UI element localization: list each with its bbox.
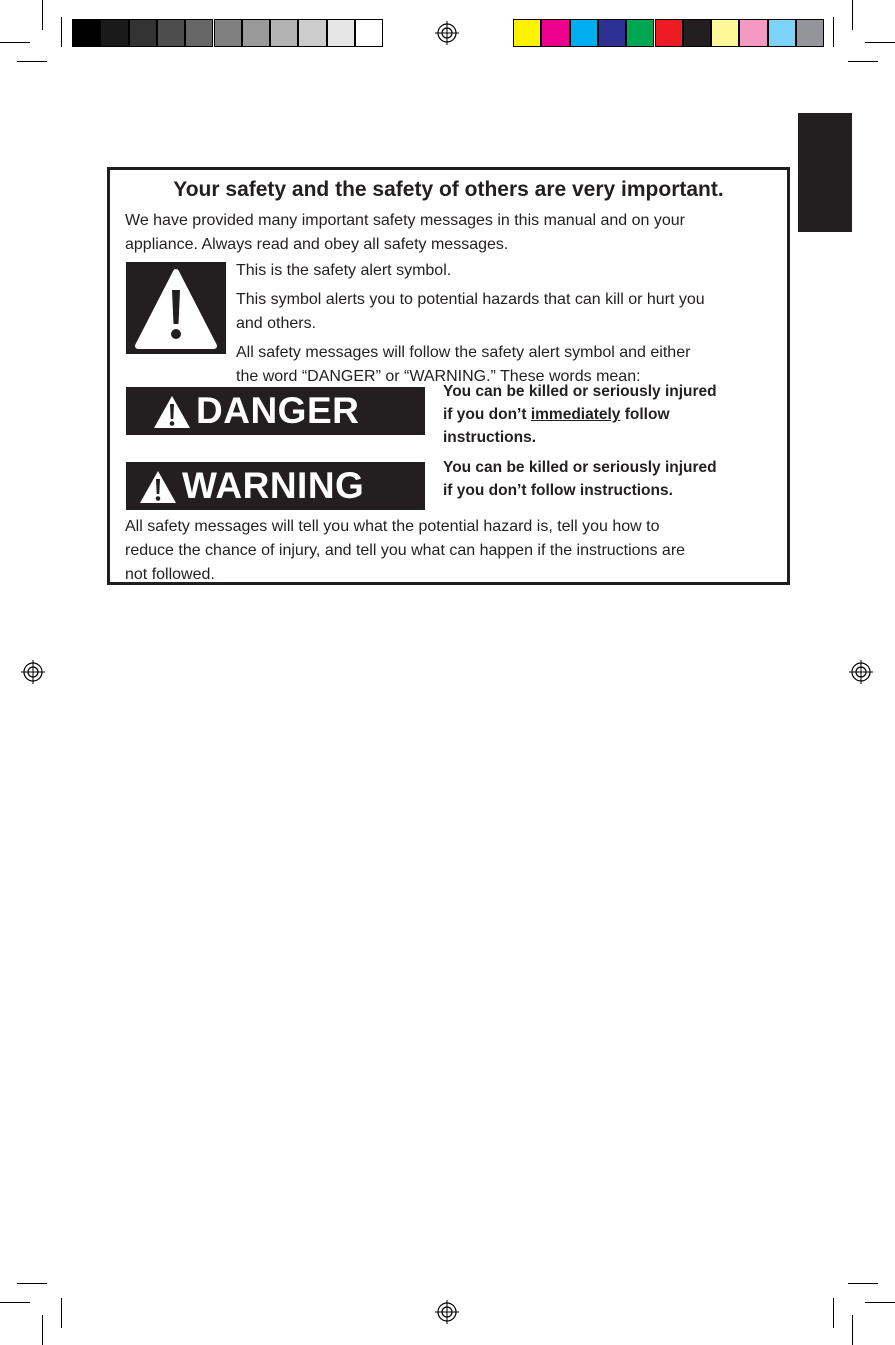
- closing-paragraph: [125, 515, 685, 587]
- danger-line-text: follow: [620, 406, 670, 423]
- alerts-line: and others.: [236, 315, 317, 332]
- crop-mark: [848, 61, 878, 62]
- closing-line: not followed.: [125, 566, 215, 583]
- crop-mark: [61, 17, 62, 47]
- warning-line: if you don’t follow instructions.: [443, 482, 673, 499]
- danger-line: instructions.: [443, 429, 537, 446]
- color-swatch: [298, 19, 326, 47]
- danger-line-text: if you don’t: [443, 406, 531, 423]
- color-swatch: [355, 19, 383, 47]
- immediately-emphasis: immediately: [530, 406, 621, 423]
- danger-line: [443, 403, 783, 426]
- warning-signal-word: [126, 462, 425, 510]
- danger-line: You can be killed or seriously injured: [443, 383, 717, 400]
- alerts-line: This symbol alerts you to potential hazards that can kill or hurt you: [236, 291, 705, 308]
- symbol-explanation: [236, 259, 781, 389]
- color-swatch: [598, 19, 626, 47]
- warning-message: [443, 456, 783, 502]
- safety-alert-symbol-icon: [126, 262, 226, 354]
- intro-paragraph: [125, 209, 685, 257]
- color-swatch: [570, 19, 598, 47]
- safety-notice-box: [107, 167, 790, 585]
- danger-label: DANGER: [196, 390, 360, 431]
- warning-triangle-icon: [138, 469, 178, 505]
- color-swatch: [72, 19, 100, 47]
- closing-line: All safety messages will tell you what the potential hazard is, tell you how to: [125, 518, 660, 535]
- registration-mark-icon: [435, 1300, 459, 1324]
- color-swatch: [655, 19, 683, 47]
- crop-mark: [865, 1302, 895, 1303]
- color-swatch: [626, 19, 654, 47]
- color-swatch: [513, 19, 541, 47]
- crop-mark: [833, 1298, 834, 1328]
- registration-mark-icon: [21, 660, 45, 684]
- intro-line: appliance. Always read and obey all safety messages.: [125, 236, 509, 253]
- color-swatch: [768, 19, 796, 47]
- color-swatch: [541, 19, 569, 47]
- crop-mark: [865, 42, 895, 43]
- warning-label: WARNING: [182, 465, 365, 506]
- color-swatch: [129, 19, 157, 47]
- crop-mark: [0, 1302, 30, 1303]
- color-swatch: [683, 19, 711, 47]
- safety-title: Your safety and the safety of others are very important.: [173, 178, 724, 201]
- color-swatch: [100, 19, 128, 47]
- crop-mark: [0, 42, 30, 43]
- color-swatch: [796, 19, 824, 47]
- color-swatch: [327, 19, 355, 47]
- intro-line: We have provided many important safety messages in this manual and on your: [125, 212, 685, 229]
- color-swatch: [711, 19, 739, 47]
- color-swatch: [185, 19, 213, 47]
- crop-mark: [42, 1315, 43, 1345]
- registration-mark-icon: [435, 21, 459, 45]
- danger-signal-word: [126, 387, 425, 435]
- color-swatch: [242, 19, 270, 47]
- crop-mark: [848, 1283, 878, 1284]
- crop-mark: [17, 1283, 47, 1284]
- symbol-line: This is the safety alert symbol.: [236, 262, 452, 279]
- color-swatch: [157, 19, 185, 47]
- warning-line: You can be killed or seriously injured: [443, 459, 717, 476]
- follow-line: All safety messages will follow the safety alert symbol and either: [236, 344, 691, 361]
- crop-mark: [852, 1315, 853, 1345]
- closing-line: reduce the chance of injury, and tell you what can happen if the instructions are: [125, 542, 686, 559]
- color-swatch: [270, 19, 298, 47]
- crop-mark: [17, 61, 47, 62]
- crop-mark: [833, 17, 834, 47]
- section-side-tab: [798, 113, 852, 232]
- follow-line: the word “DANGER” or “WARNING.” These words mean:: [236, 368, 641, 385]
- crop-mark: [61, 1298, 62, 1328]
- registration-mark-icon: [849, 660, 873, 684]
- danger-message: [443, 380, 783, 449]
- crop-mark: [42, 0, 43, 30]
- warning-triangle-icon: [152, 394, 192, 430]
- color-swatch: [214, 19, 242, 47]
- color-swatch: [739, 19, 767, 47]
- crop-mark: [852, 0, 853, 30]
